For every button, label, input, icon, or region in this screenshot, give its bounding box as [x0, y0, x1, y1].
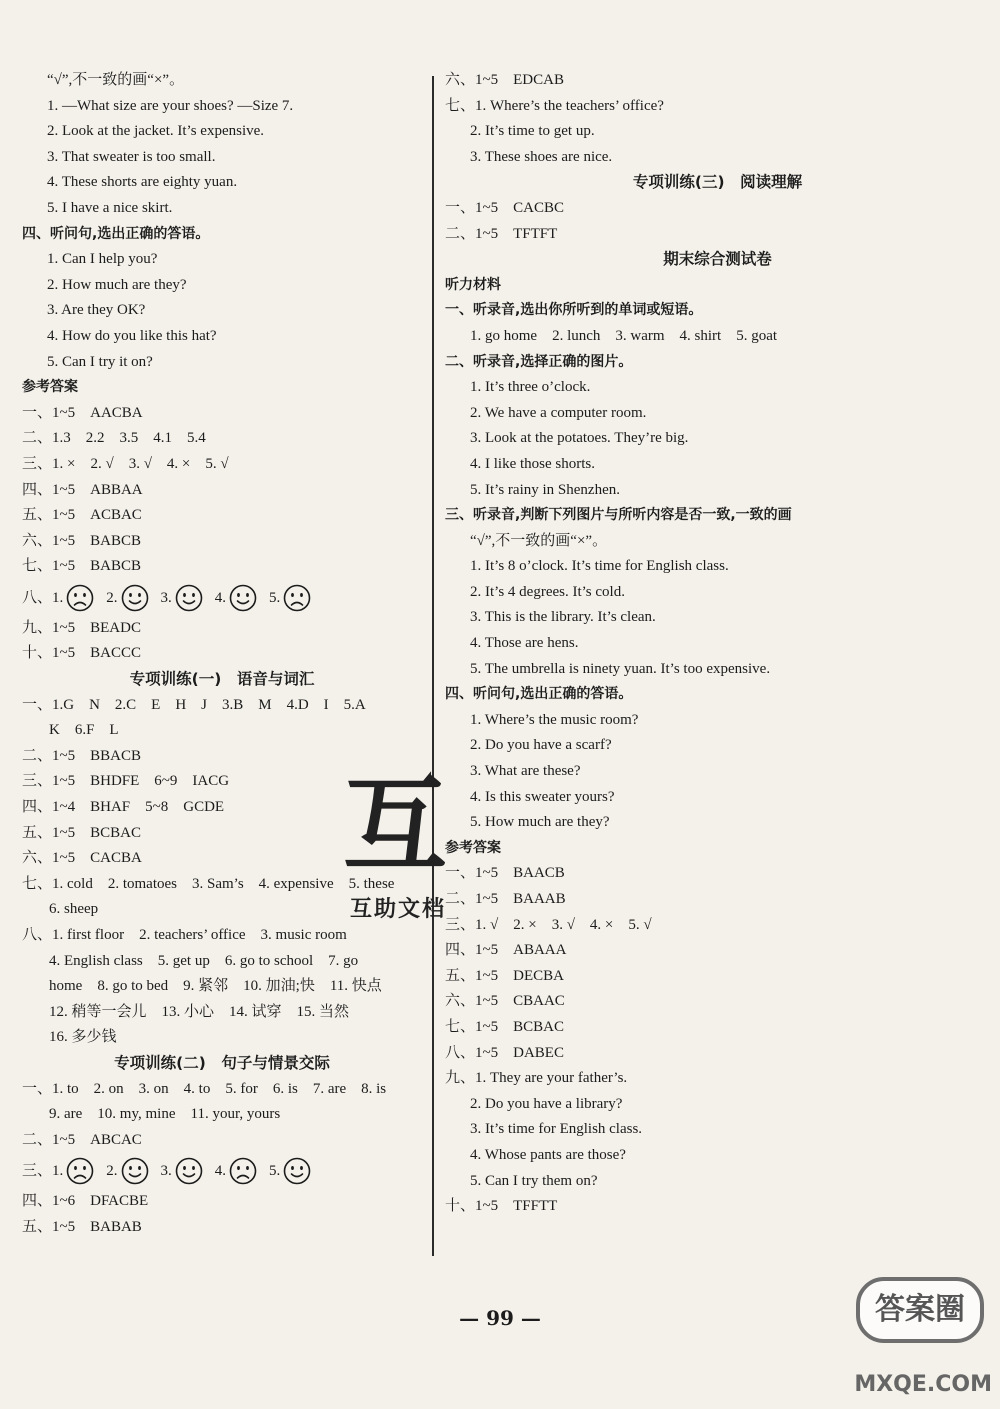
text-line: 四、听问句,选出正确的答语。	[445, 686, 633, 703]
text-line: 四、听问句,选出正确的答语。	[22, 225, 210, 242]
text-line: 2. Do you have a scarf?	[470, 737, 612, 754]
text-line: 十、1~5 BACCC	[22, 645, 141, 662]
text-line: 1. go home 2. lunch 3. warm 4. shirt 5. goat	[470, 327, 778, 344]
text-line: 4. How do you like this hat?	[47, 327, 217, 344]
text-line: 5. It’s rainy in Shenzhen.	[470, 481, 620, 498]
face-answer-number: 4.	[214, 1163, 227, 1180]
text-line: 二、1.3 2.2 3.5 4.1 5.4	[22, 430, 206, 447]
text-line: 2. How much are they?	[47, 276, 187, 293]
face-answer-number: 5.	[269, 589, 281, 606]
text-line: 三、听录音,判断下列图片与所听内容是否一致,一致的画	[445, 507, 792, 524]
face-answer-number: 5.	[269, 1163, 281, 1180]
column-divider	[432, 76, 434, 1256]
text-line: 二、1~5 BBACB	[22, 747, 141, 764]
text-line: 参考答案	[445, 839, 501, 856]
text-line: 三、1. √ 2. × 3. √ 4. × 5. √	[445, 916, 652, 933]
face-answer	[269, 580, 311, 616]
text-line: 3. What are these?	[470, 763, 581, 780]
text-line: 三、1. × 2. √ 3. √ 4. × 5. √	[22, 455, 229, 472]
text-line: 一、听录音,选出你所听到的单词或短语。	[445, 302, 703, 319]
text-line: “√”,不一致的画“×”。	[47, 72, 185, 88]
face-answer-number: 3.	[160, 589, 172, 606]
text-line: 3. That sweater is too small.	[47, 148, 216, 165]
text-line: 2. It’s time to get up.	[470, 123, 595, 140]
text-line: 二、1~5 ABCAC	[22, 1131, 142, 1148]
face-answer-number: 1.	[52, 589, 64, 606]
text-line: 一、1~5 CACBC	[445, 199, 564, 216]
text-line: 1. Can I help you?	[47, 251, 158, 268]
logo-url: MXQE.COM	[854, 1372, 992, 1397]
face-answer	[106, 1153, 148, 1189]
smiley-face-icon	[121, 584, 149, 612]
text-line: 五、1~5 BCBAC	[22, 824, 141, 841]
text-line: 5. How much are they?	[470, 814, 610, 831]
face-answer-number: 2.	[106, 589, 118, 606]
text-line: 八、1. first floor 2. teachers’ office 3. music room	[22, 927, 347, 943]
text-line: “√”,不一致的画“×”。	[470, 532, 608, 549]
face-answer-number: 1.	[52, 1163, 64, 1180]
text-line: 七、1. Where’s the teachers’ office?	[445, 97, 664, 114]
face-answer	[215, 580, 257, 616]
logo-mark: 答案圈	[856, 1277, 984, 1343]
text-line: 16. 多少钱	[49, 1029, 117, 1046]
smiley-face-icon	[175, 584, 203, 612]
text-line: 3. This is the library. It’s clean.	[470, 609, 656, 626]
text-line: 一、1~5 BAACB	[445, 865, 565, 882]
text-line: 5. Can I try it on?	[47, 353, 153, 370]
text-line: 三、1~5 BHDFE 6~9 IACG	[22, 773, 230, 790]
text-line: 四、1~6 DFACBE	[22, 1193, 149, 1210]
text-line: 参考答案	[22, 379, 78, 396]
sad-face-icon	[66, 584, 94, 612]
text-line: 一、1~5 AACBA	[22, 404, 143, 421]
text-line: 六、1~5 EDCAB	[445, 72, 564, 88]
face-answer-number: 3.	[160, 1163, 172, 1180]
text-line: 九、1. They are your father’s.	[445, 1070, 628, 1087]
text-line: 4. Is this sweater yours?	[470, 788, 615, 805]
face-answer	[52, 580, 94, 616]
text-line: 二、1~5 TFTFT	[445, 225, 558, 242]
face-answer-number: 2.	[106, 1163, 118, 1180]
text-line: 2. Do you have a library?	[470, 1095, 623, 1112]
text-line: 1. It’s three o’clock.	[470, 379, 591, 396]
text-line: 4. English class 5. get up 6. go to school 7. go	[49, 952, 359, 969]
face-answer-row	[22, 580, 422, 616]
text-line: 听力材料	[445, 276, 501, 293]
text-line: 4. These shorts are eighty yuan.	[47, 174, 238, 191]
text-line: 1. —What size are your shoes? —Size 7.	[47, 97, 294, 114]
section-heading: 期末综合测试卷	[663, 250, 772, 269]
left-column	[22, 68, 422, 1241]
text-line: 2. We have a computer room.	[470, 404, 647, 421]
right-column	[445, 68, 990, 1220]
text-line: 5. Can I try them on?	[470, 1172, 598, 1189]
smiley-face-icon	[229, 584, 257, 612]
face-row-label: 三、	[22, 1163, 53, 1180]
watermark-glyph: 互	[342, 764, 447, 886]
text-line: home 8. go to bed 9. 紧邻 10. 加油;快 11. 快点	[49, 978, 382, 995]
text-line: K 6.F L	[49, 722, 119, 739]
text-line: 5. I have a nice skirt.	[47, 199, 173, 216]
text-line: 六、1~5 CBAAC	[445, 993, 565, 1010]
text-line: 四、1~4 BHAF 5~8 GCDE	[22, 799, 225, 816]
text-line: 3. These shoes are nice.	[470, 148, 613, 165]
text-line: 一、1.G N 2.C E H J 3.B M 4.D I 5.A	[22, 696, 366, 713]
text-line: 3. It’s time for English class.	[470, 1121, 643, 1138]
text-line: 五、1~5 DECBA	[445, 967, 564, 984]
text-line: 十、1~5 TFFTT	[445, 1198, 558, 1215]
text-line: 九、1~5 BEADC	[22, 619, 141, 636]
sad-face-icon	[66, 1157, 94, 1185]
site-logo	[792, 1277, 992, 1397]
text-line: 1. Where’s the music room?	[470, 711, 639, 728]
text-line: 4. Those are hens.	[470, 635, 579, 652]
text-line: 6. sheep	[49, 901, 99, 918]
page-number: — 99 —	[459, 1306, 541, 1330]
face-answer-row	[22, 1153, 422, 1189]
text-line: 四、1~5 ABBAA	[22, 481, 143, 498]
text-line: 二、1~5 BAAAB	[445, 891, 566, 907]
smiley-face-icon	[121, 1157, 149, 1185]
text-line: 3. Look at the potatoes. They’re big.	[470, 430, 689, 447]
text-line: 2. It’s 4 degrees. It’s cold.	[470, 583, 625, 600]
text-line: 五、1~5 ACBAC	[22, 507, 142, 524]
face-answer	[215, 1153, 257, 1189]
face-answer	[269, 1153, 311, 1189]
text-line: 八、1~5 DABEC	[445, 1044, 564, 1061]
text-line: 七、1. cold 2. tomatoes 3. Sam’s 4. expensive 5. these	[22, 875, 395, 892]
text-line: 七、1~5 BCBAC	[445, 1018, 564, 1035]
face-row-label: 八、	[22, 589, 53, 606]
text-line: 六、1~5 BABCB	[22, 532, 141, 549]
sad-face-icon	[283, 584, 311, 612]
text-line: 二、听录音,选择正确的图片。	[445, 353, 633, 370]
smiley-face-icon	[283, 1157, 311, 1185]
face-answer	[52, 1153, 94, 1189]
smiley-face-icon	[175, 1157, 203, 1185]
watermark-text: 互助文档	[350, 897, 447, 922]
face-answer	[106, 580, 148, 616]
text-line: 四、1~5 ABAAA	[445, 942, 567, 959]
text-line: 六、1~5 CACBA	[22, 850, 142, 867]
text-line: 五、1~5 BABAB	[22, 1218, 142, 1235]
sad-face-icon	[229, 1157, 257, 1185]
text-line: 9. are 10. my, mine 11. your, yours	[49, 1106, 281, 1123]
text-line: 12. 稍等一会儿 13. 小心 14. 试穿 15. 当然	[49, 1003, 350, 1020]
face-answer	[161, 580, 203, 616]
text-line: 4. I like those shorts.	[470, 455, 595, 472]
text-line: 3. Are they OK?	[47, 302, 146, 319]
text-line: 一、1. to 2. on 3. on 4. to 5. for 6. is 7. are 8. is	[22, 1080, 387, 1097]
face-answer	[161, 1153, 203, 1189]
section-heading: 专项训练(三) 阅读理解	[632, 173, 803, 192]
text-line: 七、1~5 BABCB	[22, 558, 141, 575]
face-answer-number: 4.	[214, 589, 227, 606]
section-heading: 专项训练(一) 语音与词汇	[129, 670, 315, 689]
section-heading: 专项训练(二) 句子与情景交际	[114, 1053, 330, 1072]
text-line: 1. It’s 8 o’clock. It’s time for English class.	[470, 558, 729, 575]
text-line: 5. The umbrella is ninety yuan. It’s too expensive.	[470, 660, 771, 677]
text-line: 2. Look at the jacket. It’s expensive.	[47, 123, 265, 140]
text-line: 4. Whose pants are those?	[470, 1146, 626, 1163]
